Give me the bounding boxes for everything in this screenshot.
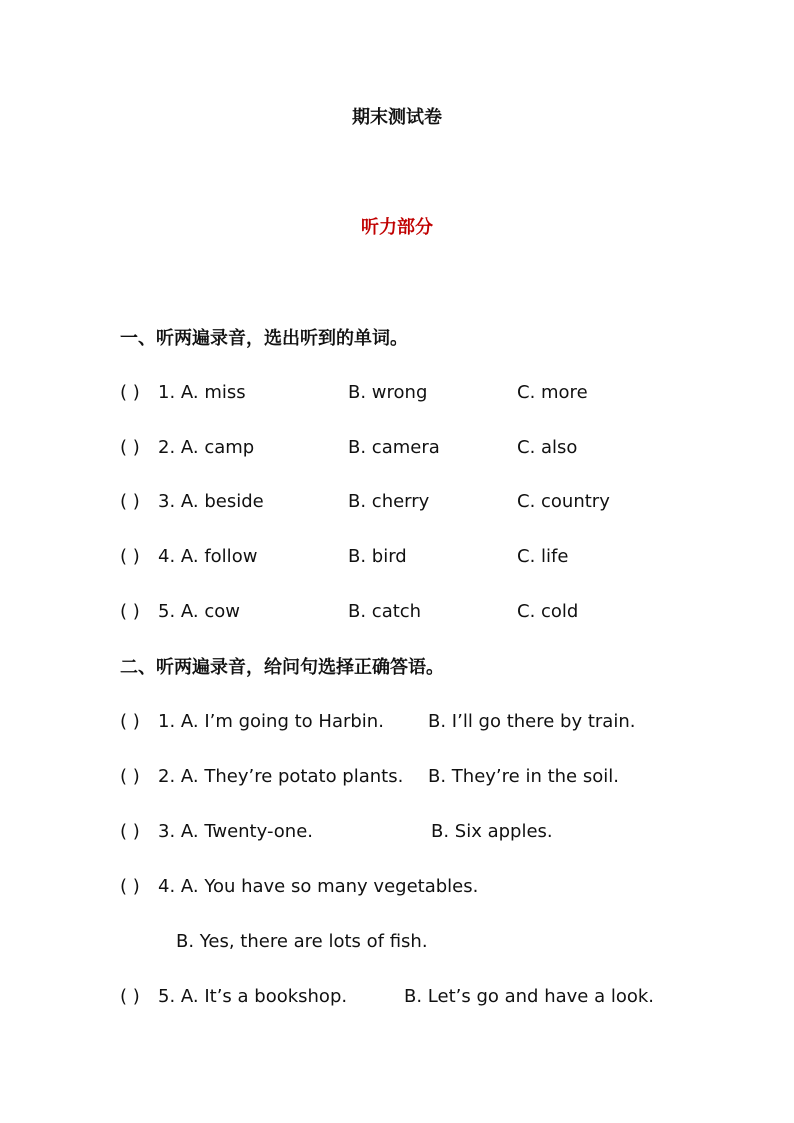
option-a: 3. A. Twenty-one.	[158, 821, 313, 842]
answer-blank[interactable]: ( )	[120, 382, 140, 403]
option-c: C. also	[517, 437, 578, 458]
part2-item	[120, 819, 760, 845]
answer-blank[interactable]: ( )	[120, 986, 140, 1007]
part2-item	[120, 764, 760, 790]
option-b: B. bird	[348, 546, 407, 567]
answer-blank[interactable]: ( )	[120, 711, 140, 732]
option-b: B. They’re in the soil.	[428, 766, 619, 787]
option-a: 1. A. miss	[158, 382, 246, 403]
option-a: 4. A. follow	[158, 546, 258, 567]
option-b: B. wrong	[348, 382, 428, 403]
part2-item-continued	[120, 929, 760, 955]
part1-item	[120, 599, 760, 625]
answer-blank[interactable]: ( )	[120, 766, 140, 787]
answer-blank[interactable]: ( )	[120, 821, 140, 842]
option-a: 5. A. It’s a bookshop.	[158, 986, 348, 1007]
option-b: B. Six apples.	[431, 821, 553, 842]
option-b: B. camera	[348, 437, 440, 458]
answer-blank[interactable]: ( )	[120, 437, 140, 458]
option-a: 2. A. camp	[158, 437, 255, 458]
answer-blank[interactable]: ( )	[120, 546, 140, 567]
option-a: 5. A. cow	[158, 601, 240, 622]
answer-blank[interactable]: ( )	[120, 876, 140, 897]
part2-item	[120, 984, 760, 1010]
part1-item	[120, 544, 760, 570]
part2-item	[120, 874, 760, 900]
part1-heading: 一、听两遍录音，选出听到的单词。	[120, 328, 408, 349]
option-b: B. catch	[348, 601, 422, 622]
part2-heading: 二、听两遍录音，给问句选择正确答语。	[120, 657, 444, 678]
answer-blank[interactable]: ( )	[120, 601, 140, 622]
section-title: 听力部分	[361, 217, 433, 238]
option-c: C. life	[517, 546, 569, 567]
page-title: 期末测试卷	[352, 107, 442, 128]
option-b: B. I’ll go there by train.	[428, 711, 636, 732]
option-c: C. country	[517, 491, 610, 512]
part1-item	[120, 435, 760, 461]
answer-blank[interactable]: ( )	[120, 491, 140, 512]
part1-item	[120, 489, 760, 515]
option-b: B. Yes, there are lots of fish.	[176, 931, 428, 952]
option-b: B. Let’s go and have a look.	[404, 986, 655, 1007]
part2-item	[120, 709, 760, 735]
option-a: 2. A. They’re potato plants.	[158, 766, 404, 787]
option-c: C. more	[517, 382, 588, 403]
option-c: C. cold	[517, 601, 579, 622]
part1-item	[120, 380, 760, 406]
option-a: 3. A. beside	[158, 491, 264, 512]
option-b: B. cherry	[348, 491, 430, 512]
option-a: 1. A. I’m going to Harbin.	[158, 711, 384, 732]
option-a: 4. A. You have so many vegetables.	[158, 876, 479, 897]
